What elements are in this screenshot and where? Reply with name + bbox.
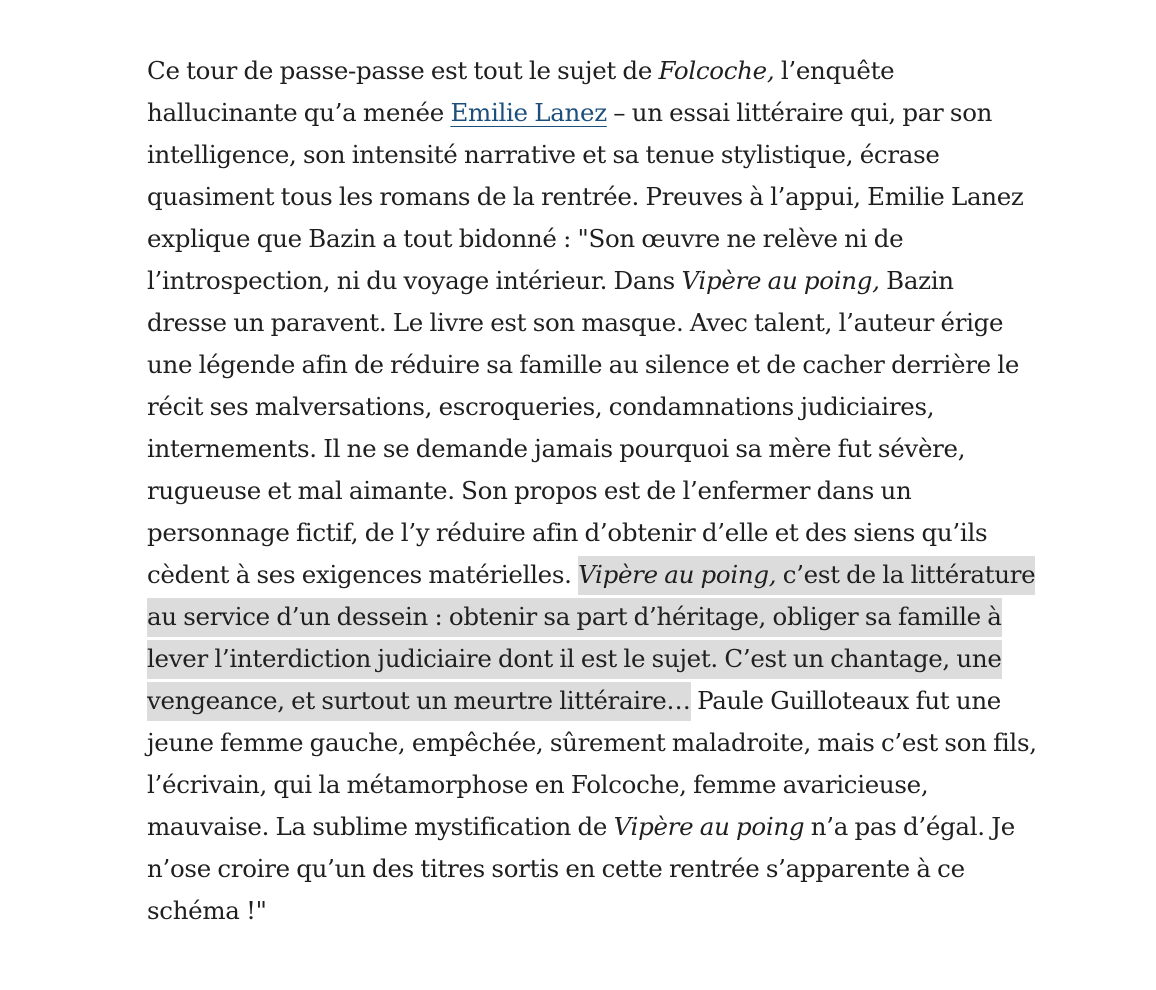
text-line: n’ose croire qu’un des titres sortis en cette rentrée s’apparente à ce [147, 854, 965, 883]
text-line: rugueuse et mal aimante. Son propos est de l’enfermer dans un [147, 476, 912, 505]
text-line: vengeance, et surtout un meurtre littéraire… Paule Guilloteaux fut une [147, 680, 1087, 722]
text-line: récit ses malversations, escroqueries, condamnations judiciaires, [147, 392, 935, 421]
text-line: dresse un paravent. Le livre est son masque. Avec talent, l’auteur érige [147, 308, 1004, 337]
text-line: l’introspection, ni du voyage intérieur. Dans Vipère au poing, Bazin [147, 266, 954, 295]
article-body [147, 50, 1087, 932]
text-line: une légende afin de réduire sa famille au silence et de cacher derrière le [147, 350, 1020, 379]
text-line: jeune femme gauche, empêchée, sûrement maladroite, mais c’est son fils, [147, 728, 1037, 757]
text-line: internements. Il ne se demande jamais pourquoi sa mère fut sévère, [147, 434, 966, 463]
text-line: l’écrivain, qui la métamorphose en Folcoche, femme avaricieuse, [147, 770, 929, 799]
text-line [147, 596, 1087, 638]
text-line: hallucinante qu’a menée Emilie Lanez – un essai littéraire qui, par son [147, 98, 993, 127]
text-line: personnage fictif, de l’y réduire afin d’obtenir d’elle et des siens qu’ils [147, 518, 988, 547]
text-line: cèdent à ses exigences matérielles. Vipère au poing, c’est de la littérature [147, 554, 1087, 596]
text-line: schéma !" [147, 896, 267, 925]
book-title-italic: Vipère au poing [613, 812, 805, 841]
text-line: mauvaise. La sublime mystification de Vipère au poing n’a pas d’égal. Je [147, 812, 1015, 841]
text-line: explique que Bazin a tout bidonné : "Son œuvre ne relève ni de [147, 224, 904, 253]
text-selection-highlight[interactable]: Vipère au poing, c’est de la littérature [578, 556, 1035, 595]
text-selection-highlight[interactable]: lever l’interdiction judiciaire dont il est le sujet. C’est un chantage, une [147, 640, 1002, 679]
text-selection-highlight[interactable]: vengeance, et surtout un meurtre littéraire… [147, 682, 691, 721]
text-line [147, 638, 1087, 680]
text-line: Ce tour de passe-passe est tout le sujet de Folcoche, l’enquête [147, 56, 895, 85]
text-selection-highlight[interactable]: au service d’un dessein : obtenir sa part d’héritage, obliger sa famille à [147, 598, 1002, 637]
book-title-italic: Vipère au poing, [681, 266, 880, 295]
author-link[interactable]: Emilie Lanez [450, 98, 607, 127]
text-line: intelligence, son intensité narrative et sa tenue stylistique, écrase [147, 140, 940, 169]
article-paragraph [147, 50, 1087, 932]
text-line: quasiment tous les romans de la rentrée. Preuves à l’appui, Emilie Lanez [147, 182, 1024, 211]
book-title-italic: Vipère au poing, [578, 560, 777, 589]
book-title-italic: Folcoche, [658, 56, 775, 85]
